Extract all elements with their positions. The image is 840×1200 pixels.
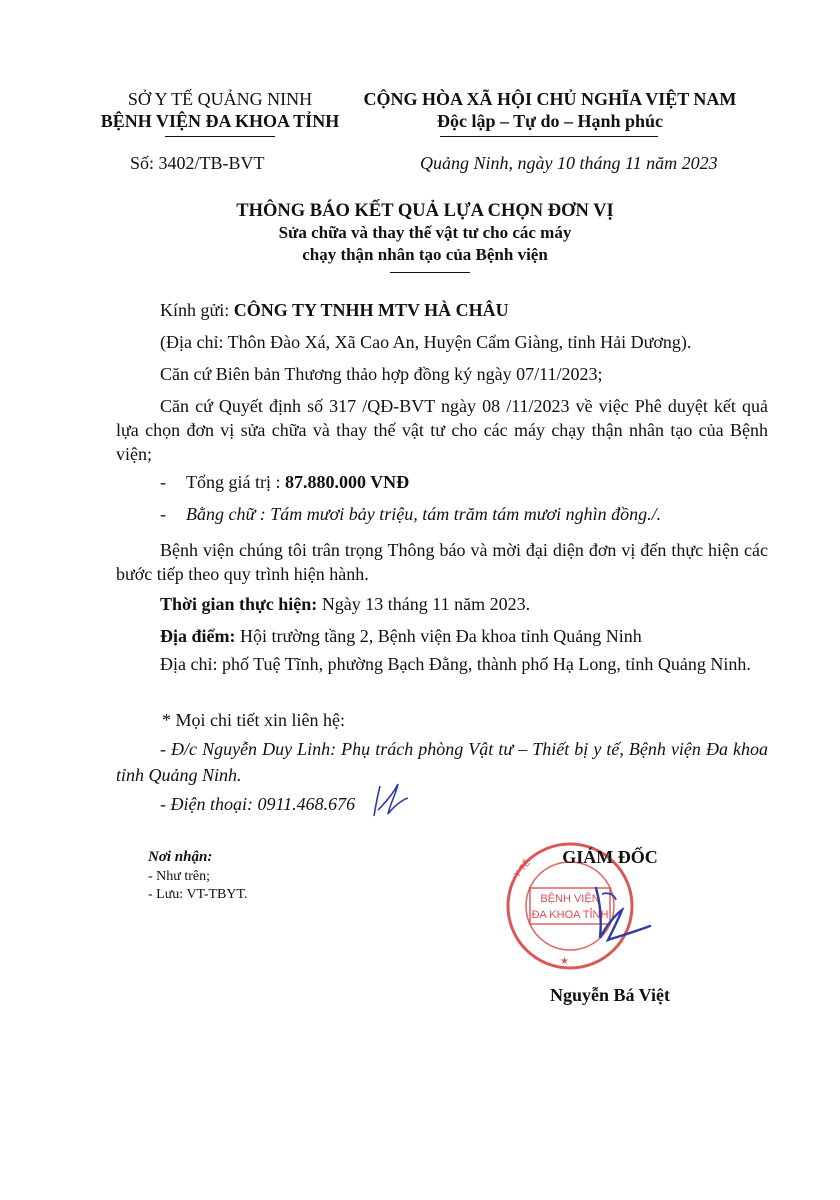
time-value: Ngày 13 tháng 11 năm 2023. [317, 594, 531, 614]
recipient-item-1: - Như trên; [148, 869, 211, 884]
org-line-2: BỆNH VIỆN ĐA KHOA TỈNH [100, 111, 340, 131]
signer-title: GIÁM ĐỐC [562, 847, 658, 867]
initials-mark [368, 780, 418, 820]
document-subtitle-1: Sửa chữa và thay thế vật tư cho các máy [278, 223, 572, 242]
time-label: Thời gian thực hiện: [160, 594, 318, 614]
venue-line [160, 624, 642, 648]
contact-person: - Đ/c Nguyễn Duy Linh: Phụ trách phòng Vật tư – Thiết bị y tế, Bệnh viện Đa khoa tỉnh Quảng Ninh. [116, 739, 768, 785]
contact-intro: * Mọi chi tiết xin liên hệ: [162, 710, 345, 730]
recipient-item-2: - Lưu: VT-TBYT. [148, 887, 248, 902]
basis-1: Căn cứ Biên bản Thương thảo hợp đồng ký ngày 07/11/2023; [160, 364, 603, 384]
signer-name: Nguyễn Bá Việt [549, 985, 670, 1005]
time-line [160, 592, 530, 616]
recipient-line [160, 298, 509, 322]
nation-line-1: CỘNG HÒA XÃ HỘI CHỦ NGHĨA VIỆT NAM [363, 89, 737, 109]
svg-text:★: ★ [560, 956, 569, 967]
org-underline [165, 136, 275, 137]
bullet-dash: - [160, 472, 166, 492]
invitation-paragraph: Bệnh viện chúng tôi trân trọng Thông báo và mời đại diện đơn vị đến thực hiện các bước tiếp theo quy trình hiện hành. [116, 540, 768, 584]
document-number: Số: 3402/TB-BVT [130, 153, 265, 173]
total-label: Tổng giá trị : [186, 472, 285, 492]
seal-text-1: BỆNH VIỆN [540, 893, 600, 905]
recipient-name: CÔNG TY TNHH MTV HÀ CHÂU [233, 300, 509, 320]
amount-in-words-line [160, 502, 780, 526]
title-underline [390, 272, 470, 273]
seal-text-2: ĐA KHOA TỈNH [531, 909, 609, 921]
venue-address: Địa chỉ: phố Tuệ Tĩnh, phường Bạch Đằng, thành phố Hạ Long, tỉnh Quảng Ninh. [160, 654, 751, 674]
venue-value: Hội trường tầng 2, Bệnh viện Đa khoa tỉnh Quảng Ninh [235, 626, 642, 646]
recipients-title: Nơi nhận: [148, 849, 213, 865]
basis-2: Căn cứ Quyết định số 317 /QĐ-BVT ngày 08 /11/2023 về việc Phê duyệt kết quả lựa chọn đơn vị sửa chữa và thay thế vật tư cho các máy chạy thận nhân tạo của Bệnh viện; [116, 396, 768, 464]
amount-in-words: Bằng chữ : Tám mươi bảy triệu, tám trăm tám mươi nghìn đồng./. [186, 504, 662, 524]
nation-line-2: Độc lập – Tự do – Hạnh phúc [436, 111, 664, 131]
org-line-1: SỞ Y TẾ QUẢNG NINH [127, 89, 313, 109]
document-subtitle-2: chạy thận nhân tạo của Bệnh viện [302, 245, 548, 264]
total-line [160, 470, 409, 494]
recipient-address: (Địa chỉ: Thôn Đào Xá, Xã Cao An, Huyện Cẩm Giàng, tỉnh Hải Dương). [160, 332, 692, 352]
venue-label: Địa điểm: [160, 626, 236, 646]
total-value: 87.880.000 VNĐ [284, 472, 410, 492]
recipient-prefix: Kính gửi: [160, 300, 234, 320]
director-signature [582, 880, 662, 950]
contact-phone: - Điện thoại: 0911.468.676 [160, 794, 356, 814]
motto-underline [440, 136, 658, 137]
document-title: THÔNG BÁO KẾT QUẢ LỰA CHỌN ĐƠN VỊ [236, 201, 614, 221]
bullet-dash: - [160, 504, 166, 524]
place-date: Quảng Ninh, ngày 10 tháng 11 năm 2023 [420, 153, 718, 173]
svg-text:Y TẾ: Y TẾ [511, 857, 533, 880]
